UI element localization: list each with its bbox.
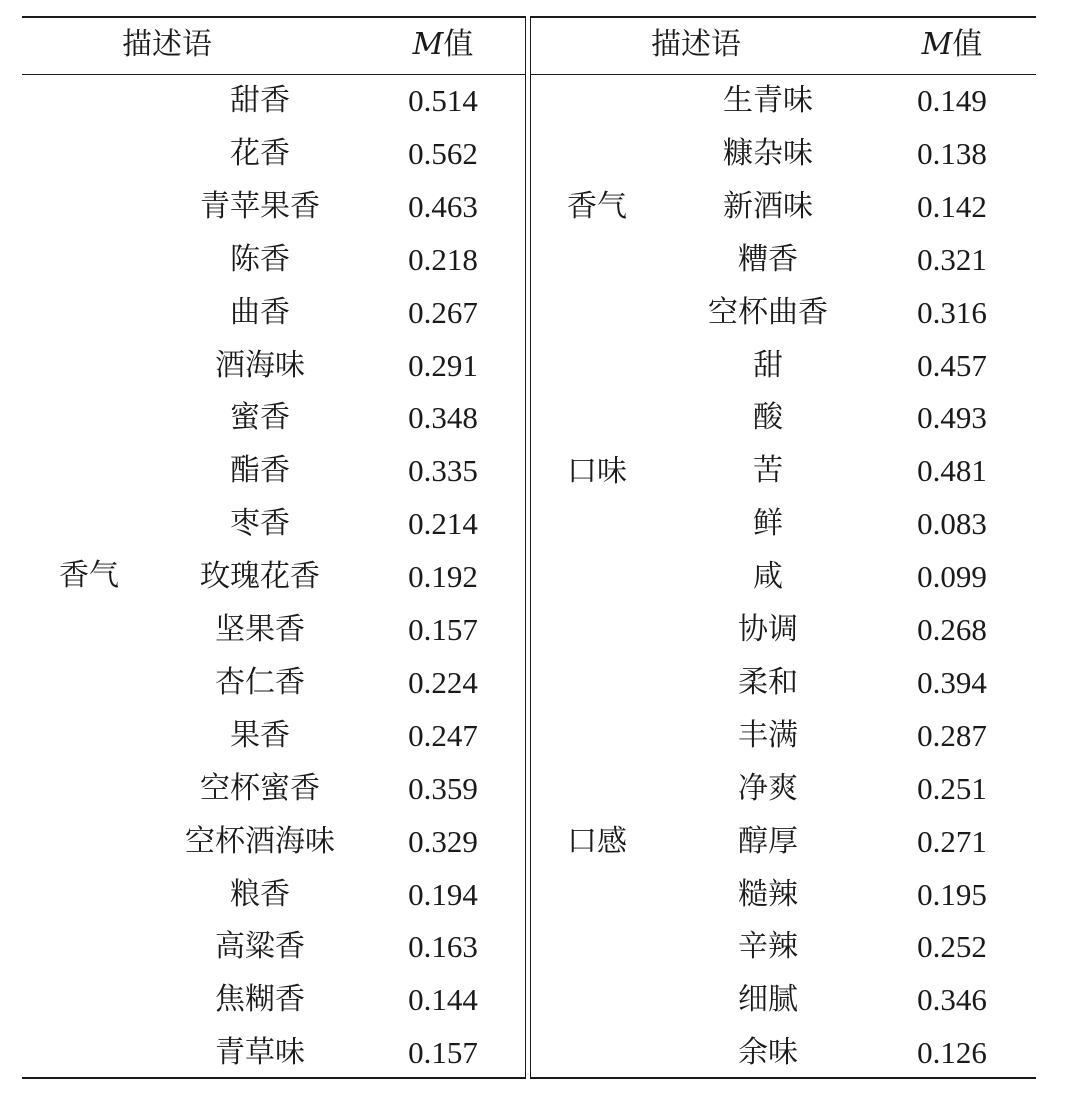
m-value-cell: 0.481 [917,453,987,489]
descriptor-cell: 酯香 [230,453,290,489]
descriptor-cell: 辛辣 [738,929,798,965]
table-row [531,869,1036,922]
table-row [531,551,1036,604]
descriptor-cell: 青草味 [215,1035,305,1071]
m-value-cell: 0.291 [408,347,478,383]
m-value-cell: 0.335 [408,453,478,489]
m-value-cell: 0.321 [917,241,987,277]
m-value-cell: 0.346 [917,982,987,1018]
m-value-suffix: 值 [952,27,983,62]
table-row [531,974,1036,1027]
table-row [22,816,525,869]
m-value-cell: 0.562 [408,135,478,171]
table-row [22,974,525,1027]
bottom-rule [531,1077,1036,1079]
descriptor-cell: 柔和 [738,664,798,700]
descriptor-cell: 咸 [753,559,783,595]
table-row [531,816,1036,869]
table-row [531,445,1036,498]
m-value-cell: 0.126 [917,1035,987,1071]
m-value-cell: 0.271 [917,823,987,859]
table-row [22,1027,525,1080]
table-row [22,128,525,181]
table-row [531,710,1036,763]
m-value-cell: 0.157 [408,612,478,647]
m-value-cell: 0.142 [917,188,987,224]
m-value-cell: 0.218 [408,241,478,277]
descriptor-cell: 高粱香 [215,929,305,965]
descriptor-cell: 果香 [230,717,290,753]
m-value-cell: 0.359 [408,770,478,806]
table-row [531,604,1036,657]
descriptor-cell: 坚果香 [215,612,305,647]
descriptor-header [22,16,312,74]
table-row [22,869,525,922]
descriptor-cell: 杏仁香 [215,664,305,700]
descriptor-cell: 丰满 [738,717,798,753]
table-row [22,763,525,816]
descriptor-cell: 曲香 [230,294,290,330]
m-value-cell: 0.514 [408,83,478,118]
m-value-cell: 0.195 [917,876,987,912]
m-value-cell: 0.083 [917,506,987,542]
descriptor-cell: 粮香 [230,876,290,912]
table-row [531,75,1036,128]
table-row [22,657,525,710]
table-row [22,75,525,128]
table-row [22,710,525,763]
m-value-cell: 0.099 [917,559,987,595]
descriptor-cell: 净爽 [738,770,798,806]
m-value-cell: 0.463 [408,188,478,224]
m-value-cell: 0.144 [408,982,478,1018]
m-value-cell: 0.247 [408,717,478,753]
m-value-cell: 0.192 [408,559,478,595]
m-value-cell: 0.268 [917,612,987,647]
table-row [22,340,525,393]
m-value-cell: 0.251 [917,770,987,806]
group-label-2: 口感 [567,824,627,860]
descriptor-cell: 空杯蜜香 [200,770,320,806]
m-value-cell: 0.394 [917,664,987,700]
m-value-cell: 0.287 [917,717,987,753]
table-row [22,921,525,974]
group-label-aroma: 香气 [59,558,119,593]
table-row [531,340,1036,393]
m-value-header [366,16,520,74]
descriptor-cell: 蜜香 [230,400,290,436]
descriptor-cell: 糙辣 [738,876,798,912]
table-row [22,392,525,445]
table-row [531,128,1036,181]
descriptor-cell: 酸 [753,400,783,436]
table-row [22,551,525,604]
table-row [22,445,525,498]
table-row [22,498,525,551]
m-value-cell: 0.329 [408,823,478,859]
table-row [22,181,525,234]
m-value-suffix: 值 [443,27,474,62]
table-row [531,181,1036,234]
m-value-cell: 0.457 [917,347,987,383]
table-row [531,657,1036,710]
m-value-cell: 0.157 [408,1035,478,1071]
m-value-cell: 0.267 [408,294,478,330]
descriptor-cell: 空杯酒海味 [185,823,335,859]
descriptor-header [531,16,861,74]
table-row [22,287,525,340]
descriptor-cell: 空杯曲香 [708,294,828,330]
descriptor-cell: 枣香 [230,506,290,542]
m-value-cell: 0.194 [408,876,478,912]
m-value-cell: 0.138 [917,135,987,171]
table-row [531,1027,1036,1080]
descriptor-cell: 焦糊香 [215,982,305,1018]
table-row [22,604,525,657]
descriptor-cell: 鲜 [753,506,783,542]
center-divider-left [525,16,526,1079]
m-value-cell: 0.224 [408,664,478,700]
m-value-header [875,16,1029,74]
descriptor-cell: 生青味 [723,83,813,118]
table-row [531,287,1036,340]
descriptor-cell: 糟香 [738,241,798,277]
descriptor-cell: 甜 [753,347,783,383]
table-row [531,498,1036,551]
m-symbol: M [412,27,444,62]
m-value-cell: 0.252 [917,929,987,965]
descriptor-cell: 协调 [738,612,798,647]
descriptor-cell: 玫瑰花香 [200,559,320,595]
group-label-1: 口味 [567,453,627,489]
table-row [531,234,1036,287]
descriptor-cell: 花香 [230,135,290,171]
descriptor-cell: 青苹果香 [200,188,320,224]
bottom-rule [22,1077,525,1079]
table-row [531,763,1036,816]
m-value-cell: 0.163 [408,929,478,965]
descriptor-cell: 陈香 [230,241,290,277]
table-row [531,392,1036,445]
descriptor-cell: 苦 [753,453,783,489]
descriptor-cell: 甜香 [230,83,290,118]
descriptor-header-label: 描述语 [122,27,212,62]
m-value-cell: 0.316 [917,294,987,330]
table-row [531,921,1036,974]
m-value-cell: 0.493 [917,400,987,436]
descriptor-cell: 酒海味 [215,347,305,383]
descriptor-cell: 新酒味 [723,188,813,224]
descriptor-header-label: 描述语 [651,27,741,62]
descriptor-cell: 糠杂味 [723,135,813,171]
descriptor-cell: 余味 [738,1035,798,1071]
table-row [22,234,525,287]
m-value-cell: 0.214 [408,506,478,542]
group-label-0: 香气 [567,189,627,225]
m-value-cell: 0.149 [917,83,987,118]
descriptor-cell: 细腻 [738,982,798,1018]
m-value-cell: 0.348 [408,400,478,436]
descriptor-cell: 醇厚 [738,823,798,859]
m-symbol: M [921,27,953,62]
